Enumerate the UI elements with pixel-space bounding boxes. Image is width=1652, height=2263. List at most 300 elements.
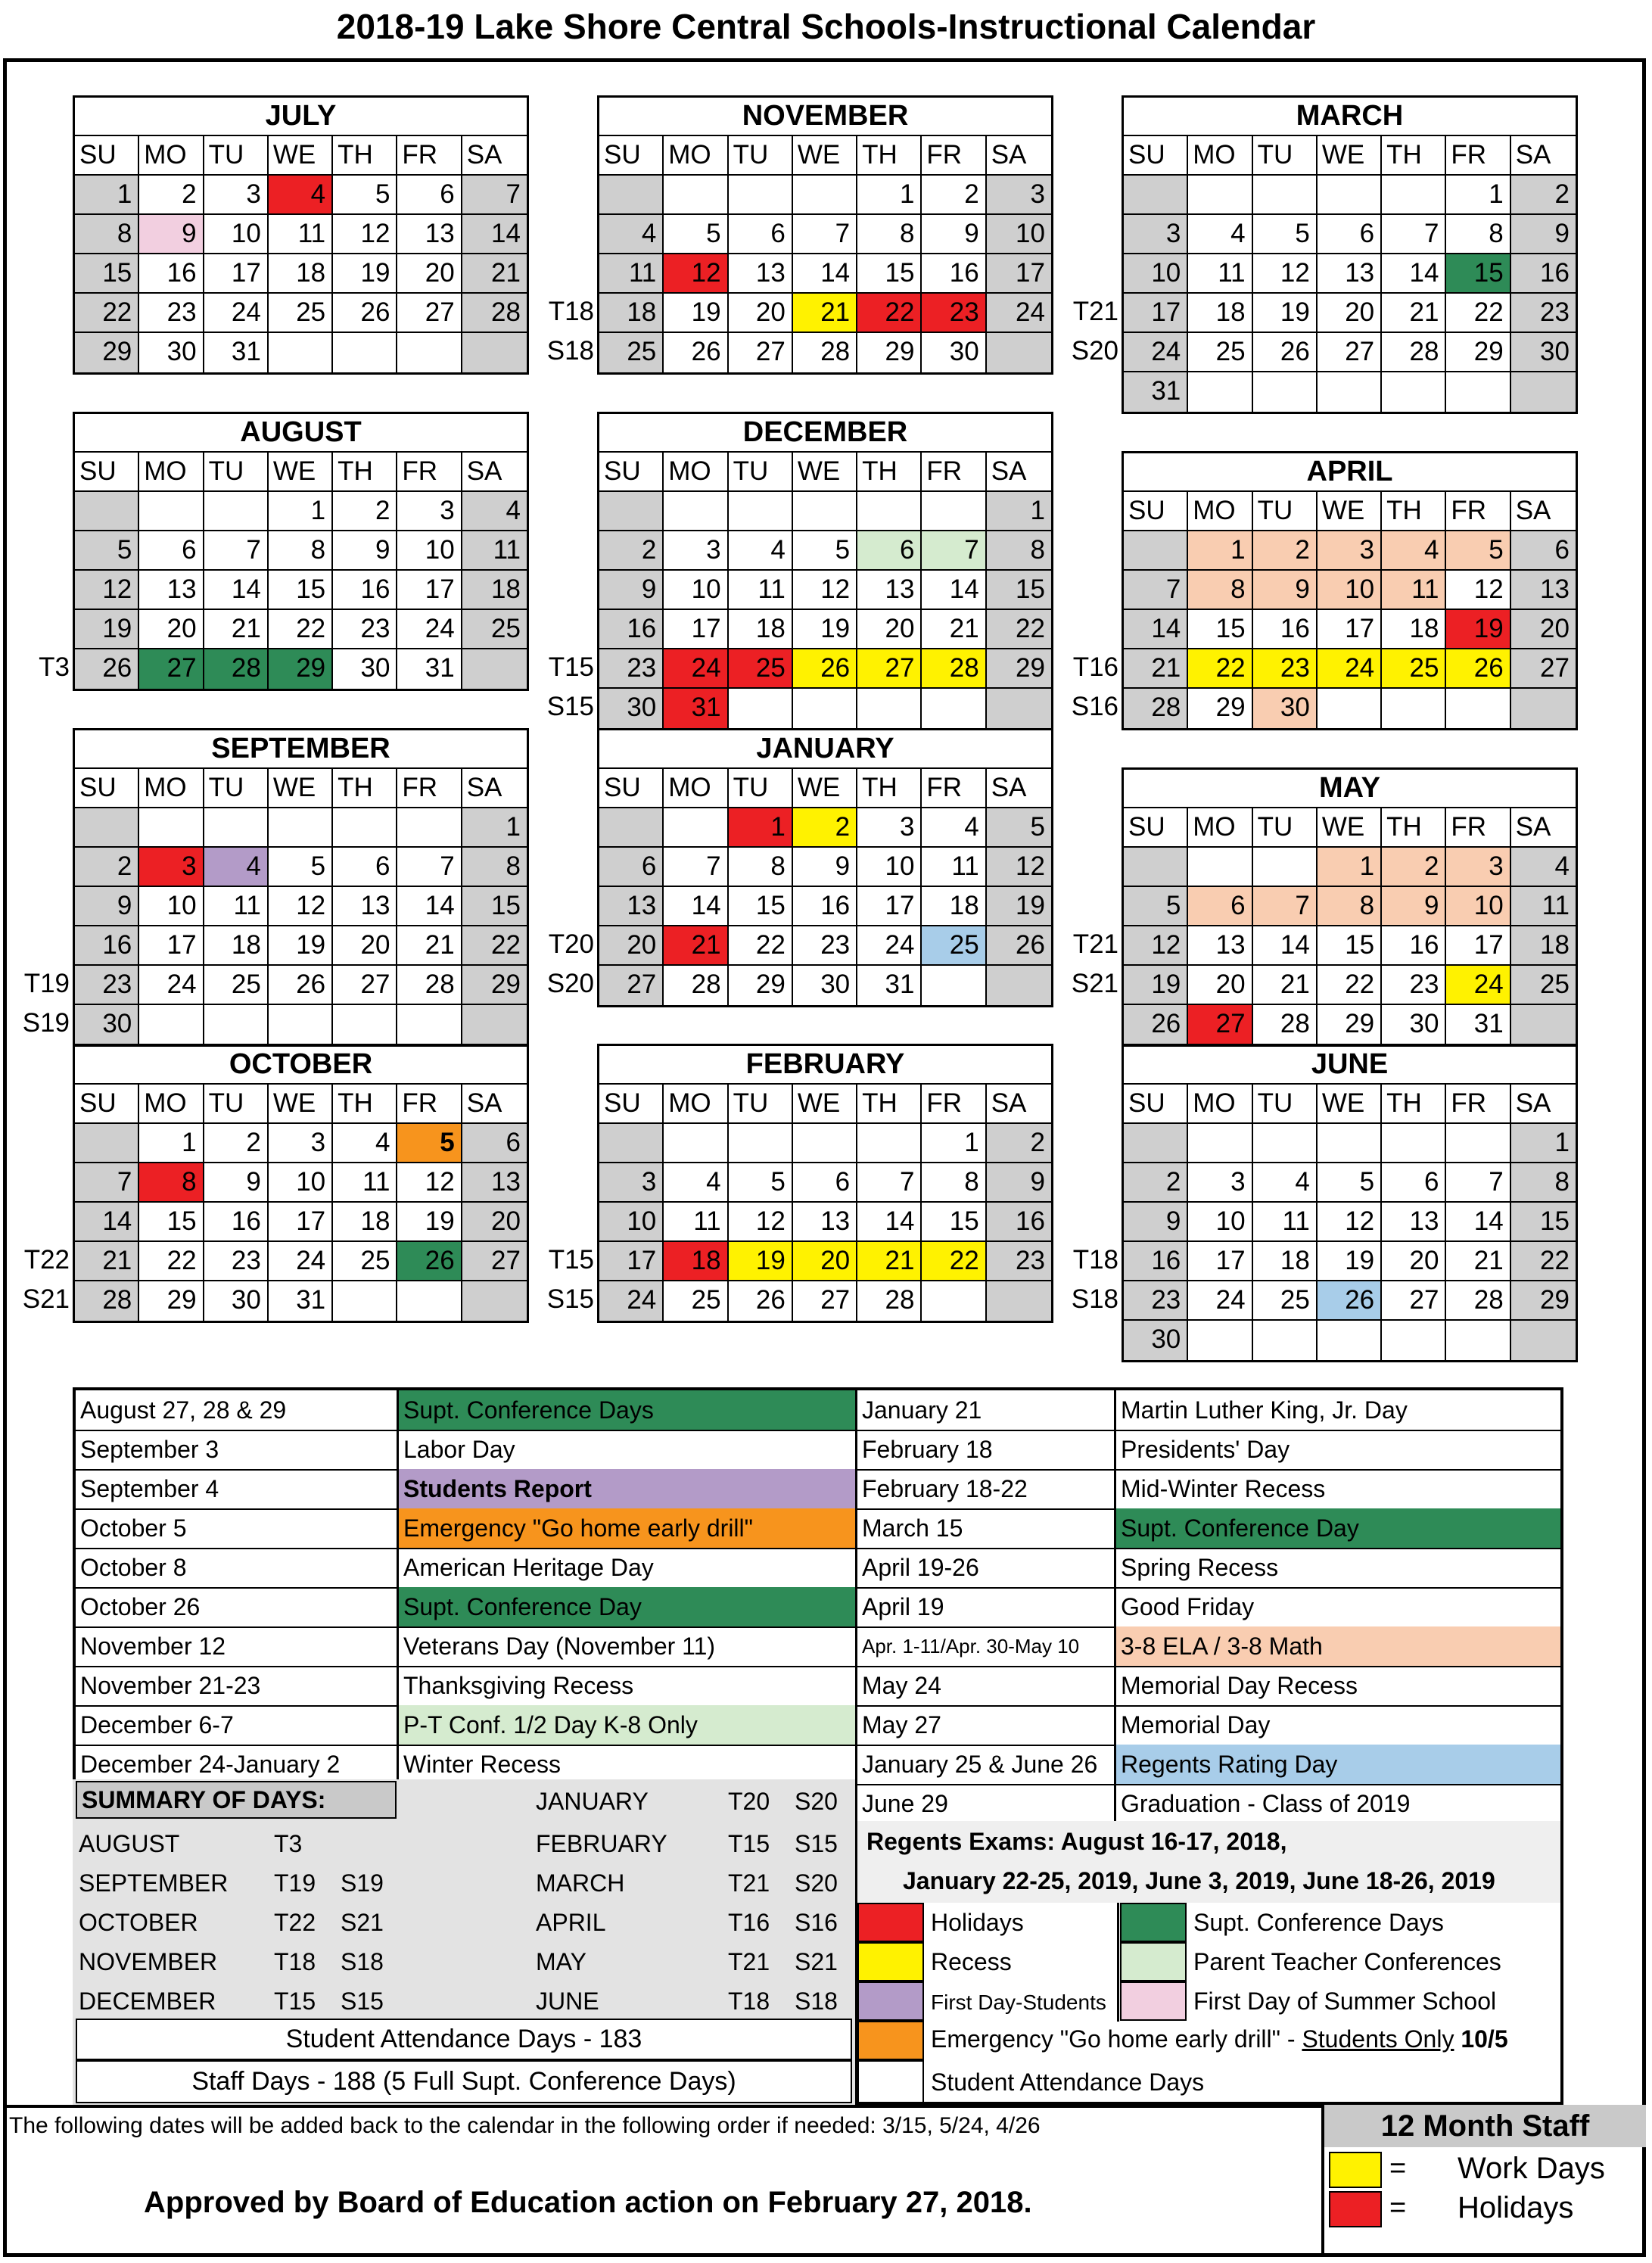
day-cell: 30	[1511, 333, 1576, 372]
empty-cell	[599, 808, 664, 848]
day-cell: 29	[857, 333, 922, 372]
event-date: October 5	[80, 1514, 187, 1542]
day-cell: 16	[1382, 926, 1446, 966]
day-header: FR	[1446, 136, 1510, 176]
day-cell: 26	[729, 1281, 793, 1321]
day-cell: 17	[204, 254, 269, 294]
day-header: TU	[204, 136, 269, 176]
day-cell: 31	[1446, 1005, 1510, 1044]
day-cell: 29	[1188, 689, 1252, 728]
summary-student-days: S20	[795, 1788, 838, 1815]
day-cell: 4	[729, 531, 793, 571]
day-cell: 14	[204, 571, 269, 610]
day-header: FR	[397, 453, 462, 492]
day-cell: 1	[857, 176, 922, 215]
day-cell: 5	[987, 808, 1051, 848]
summary-teacher-days: T16	[728, 1909, 770, 1936]
day-cell: 22	[857, 294, 922, 333]
day-header: TH	[333, 453, 397, 492]
day-cell: 29	[462, 966, 527, 1005]
day-cell: 8	[987, 531, 1051, 571]
day-cell: 9	[139, 215, 204, 254]
empty-cell	[857, 689, 922, 728]
event-date: April 19	[862, 1593, 944, 1620]
empty-cell	[664, 492, 728, 531]
month-november	[597, 95, 1053, 375]
legend-summer-swatch	[1120, 1981, 1187, 2021]
event-date: November 12	[80, 1633, 226, 1660]
week-count-label: T18	[1072, 1245, 1118, 1275]
day-cell: 1	[75, 176, 139, 215]
day-cell: 10	[397, 531, 462, 571]
day-cell: 11	[1511, 887, 1576, 926]
week-count-label: T15	[548, 1245, 594, 1275]
month-grid	[75, 769, 527, 1044]
day-cell: 2	[987, 1124, 1051, 1163]
day-header: TH	[857, 453, 922, 492]
day-cell: 25	[204, 966, 269, 1005]
day-header: TU	[1253, 1085, 1318, 1124]
day-header: WE	[269, 453, 333, 492]
day-cell: 19	[1318, 1242, 1382, 1281]
day-cell: 2	[793, 808, 857, 848]
day-cell: 25	[462, 610, 527, 649]
day-header: SA	[987, 1085, 1051, 1124]
day-cell: 2	[204, 1124, 269, 1163]
empty-cell	[1382, 689, 1446, 728]
day-cell: 14	[1382, 254, 1446, 294]
day-header: TU	[729, 1085, 793, 1124]
day-cell: 10	[269, 1163, 333, 1203]
day-cell: 1	[1188, 531, 1252, 571]
month-name: MAY	[1124, 770, 1576, 808]
event-description: Memorial Day Recess	[1121, 1672, 1358, 1699]
day-cell: 3	[599, 1163, 664, 1203]
student-days-box	[76, 2019, 852, 2060]
day-header: FR	[397, 769, 462, 808]
empty-cell	[1446, 1321, 1510, 1360]
month-grid	[1124, 492, 1576, 728]
summary-teacher-days: T18	[728, 1988, 770, 2015]
legend-recess-label: Recess	[931, 1948, 1012, 1975]
day-cell: 9	[922, 215, 986, 254]
day-cell: 24	[1188, 1281, 1252, 1321]
day-cell: 27	[793, 1281, 857, 1321]
day-cell: 23	[139, 294, 204, 333]
day-cell: 31	[1124, 372, 1188, 412]
day-cell: 7	[1253, 887, 1318, 926]
day-cell: 16	[139, 254, 204, 294]
day-cell: 18	[333, 1203, 397, 1242]
empty-cell	[1511, 1005, 1576, 1044]
day-cell: 30	[1382, 1005, 1446, 1044]
day-cell: 26	[397, 1242, 462, 1281]
day-header: TU	[729, 136, 793, 176]
summary-month: SEPTEMBER	[79, 1869, 229, 1897]
summary-student-days: S20	[795, 1869, 838, 1897]
day-cell: 6	[139, 531, 204, 571]
day-cell: 6	[1511, 531, 1576, 571]
day-cell: 14	[75, 1203, 139, 1242]
day-cell: 21	[664, 926, 728, 966]
month-grid	[75, 453, 527, 689]
day-cell: 6	[793, 1163, 857, 1203]
month-name: APRIL	[1124, 453, 1576, 492]
day-cell: 1	[462, 808, 527, 848]
empty-cell	[333, 1005, 397, 1044]
empty-cell	[1511, 689, 1576, 728]
month-name: SEPTEMBER	[75, 730, 527, 769]
day-cell: 15	[462, 887, 527, 926]
day-cell: 5	[1124, 887, 1188, 926]
day-header: TU	[1253, 136, 1318, 176]
day-cell: 25	[599, 333, 664, 372]
legend-emergency-underline: Students Only	[1302, 2025, 1454, 2053]
day-header: TU	[729, 769, 793, 808]
event-description: Memorial Day	[1121, 1711, 1271, 1738]
day-cell: 21	[1253, 966, 1318, 1005]
day-cell: 27	[397, 294, 462, 333]
event-description: P-T Conf. 1/2 Day K-8 Only	[399, 1705, 855, 1745]
footer-note: The following dates will be added back to the calendar in the following order if needed: 3/15, 5/24, 4/26	[9, 2113, 1041, 2138]
day-cell: 12	[729, 1203, 793, 1242]
day-cell: 10	[1124, 254, 1188, 294]
empty-cell	[333, 1281, 397, 1321]
day-cell: 12	[397, 1163, 462, 1203]
month-may	[1122, 767, 1578, 1047]
day-cell: 19	[333, 254, 397, 294]
day-cell: 23	[987, 1242, 1051, 1281]
day-cell: 25	[664, 1281, 728, 1321]
day-cell: 23	[204, 1242, 269, 1281]
day-cell: 24	[987, 294, 1051, 333]
week-count-label: S21	[1071, 969, 1118, 998]
day-cell: 8	[269, 531, 333, 571]
summary-teacher-days: T21	[728, 1869, 770, 1897]
day-cell: 7	[1124, 571, 1188, 610]
month-grid	[599, 1085, 1051, 1321]
event-date: January 21	[862, 1396, 982, 1424]
empty-cell	[397, 808, 462, 848]
day-cell: 17	[1318, 610, 1382, 649]
day-cell: 3	[1446, 848, 1510, 887]
legend-emergency-date: 10/5	[1454, 2025, 1508, 2053]
day-cell: 23	[75, 966, 139, 1005]
event-description: Spring Recess	[1121, 1554, 1279, 1581]
month-name: MARCH	[1124, 98, 1576, 136]
day-header: SU	[75, 453, 139, 492]
day-cell: 4	[664, 1163, 728, 1203]
legend-ptc-swatch	[1120, 1942, 1187, 1981]
day-cell: 18	[922, 887, 986, 926]
day-cell: 3	[987, 176, 1051, 215]
day-cell: 2	[922, 176, 986, 215]
week-count-label: S18	[1071, 1284, 1118, 1314]
day-cell: 10	[857, 848, 922, 887]
week-count-label: S20	[546, 969, 594, 998]
day-header: TH	[333, 1085, 397, 1124]
staff-title: 12 Month Staff	[1324, 2105, 1646, 2147]
day-cell: 12	[269, 887, 333, 926]
month-grid	[599, 136, 1051, 372]
day-cell: 13	[333, 887, 397, 926]
month-august	[73, 412, 529, 691]
empty-cell	[729, 1124, 793, 1163]
event-date: October 26	[80, 1593, 201, 1620]
event-date: Apr. 1-11/Apr. 30-May 10	[862, 1635, 1080, 1658]
day-cell: 27	[1188, 1005, 1252, 1044]
empty-cell	[1511, 372, 1576, 412]
summary-heading: SUMMARY OF DAYS:	[76, 1781, 397, 1819]
day-header: MO	[139, 136, 204, 176]
legend-recess-swatch	[857, 1942, 924, 1981]
day-cell: 18	[1253, 1242, 1318, 1281]
day-cell: 24	[204, 294, 269, 333]
summary-teacher-days: T19	[274, 1869, 316, 1897]
event-description: Good Friday	[1121, 1593, 1255, 1620]
event-date: August 27, 28 & 29	[80, 1396, 287, 1424]
day-cell: 19	[1124, 966, 1188, 1005]
empty-cell	[793, 492, 857, 531]
day-cell: 11	[462, 531, 527, 571]
day-cell: 15	[1446, 254, 1510, 294]
day-header: MO	[1188, 808, 1252, 848]
day-cell: 28	[1124, 689, 1188, 728]
day-cell: 27	[599, 966, 664, 1005]
day-header: FR	[397, 1085, 462, 1124]
legend-attendance-label: Student Attendance Days	[931, 2068, 1205, 2096]
day-cell: 7	[397, 848, 462, 887]
summary-month: APRIL	[536, 1909, 606, 1936]
day-cell: 24	[857, 926, 922, 966]
day-cell: 15	[269, 571, 333, 610]
day-cell: 21	[397, 926, 462, 966]
day-cell: 2	[139, 176, 204, 215]
day-cell: 8	[922, 1163, 986, 1203]
day-header: SA	[1511, 1085, 1576, 1124]
day-cell: 25	[333, 1242, 397, 1281]
day-cell: 7	[204, 531, 269, 571]
day-cell: 22	[1188, 649, 1252, 689]
day-cell: 25	[1188, 333, 1252, 372]
day-cell: 22	[269, 610, 333, 649]
week-count-label: T16	[1072, 652, 1118, 682]
day-cell: 19	[793, 610, 857, 649]
empty-cell	[664, 176, 728, 215]
day-cell: 26	[1318, 1281, 1382, 1321]
summary-teacher-days: T15	[274, 1988, 316, 2015]
day-header: MO	[139, 1085, 204, 1124]
empty-cell	[922, 966, 986, 1005]
month-name: OCTOBER	[75, 1046, 527, 1085]
day-cell: 30	[793, 966, 857, 1005]
day-cell: 31	[857, 966, 922, 1005]
day-cell: 1	[922, 1124, 986, 1163]
day-cell: 22	[462, 926, 527, 966]
day-header: TH	[1382, 492, 1446, 531]
day-header: SU	[599, 1085, 664, 1124]
event-date: February 18-22	[862, 1475, 1028, 1502]
day-cell: 12	[1124, 926, 1188, 966]
legend-emergency-swatch	[857, 2021, 924, 2060]
empty-cell	[462, 1281, 527, 1321]
empty-cell	[922, 1281, 986, 1321]
empty-cell	[1188, 1321, 1252, 1360]
legend-first-day-label: First Day-Students	[931, 1991, 1106, 2014]
day-header: TH	[1382, 1085, 1446, 1124]
day-header: TU	[204, 769, 269, 808]
day-header: SU	[75, 769, 139, 808]
legend-first-day-swatch	[857, 1981, 924, 2021]
empty-cell	[462, 333, 527, 372]
day-header: SU	[1124, 1085, 1188, 1124]
day-cell: 18	[1511, 926, 1576, 966]
day-cell: 23	[793, 926, 857, 966]
empty-cell	[1188, 372, 1252, 412]
day-cell: 19	[269, 926, 333, 966]
month-grid	[1124, 808, 1576, 1044]
summary-month: AUGUST	[79, 1830, 180, 1857]
day-header: MO	[1188, 1085, 1252, 1124]
day-cell: 20	[397, 254, 462, 294]
day-header: SU	[1124, 808, 1188, 848]
day-cell: 29	[729, 966, 793, 1005]
summary-teacher-days: T3	[274, 1830, 303, 1857]
summary-month: JUNE	[536, 1988, 599, 2015]
day-header: TU	[1253, 492, 1318, 531]
day-header: WE	[793, 1085, 857, 1124]
day-header: SU	[1124, 136, 1188, 176]
day-cell: 17	[1124, 294, 1188, 333]
empty-cell	[204, 808, 269, 848]
empty-cell	[729, 492, 793, 531]
day-header: SA	[987, 453, 1051, 492]
day-cell: 5	[333, 176, 397, 215]
day-cell: 9	[599, 571, 664, 610]
day-cell: 23	[1511, 294, 1576, 333]
day-header: WE	[1318, 1085, 1382, 1124]
day-cell: 19	[75, 610, 139, 649]
day-cell: 1	[269, 492, 333, 531]
day-cell: 12	[1318, 1203, 1382, 1242]
day-cell: 14	[1124, 610, 1188, 649]
day-cell: 11	[204, 887, 269, 926]
day-cell: 17	[664, 610, 728, 649]
day-cell: 21	[1446, 1242, 1510, 1281]
summary-teacher-days: T22	[274, 1909, 316, 1936]
summary-month: FEBRUARY	[536, 1830, 667, 1857]
day-cell: 15	[1318, 926, 1382, 966]
day-header: TU	[729, 453, 793, 492]
day-cell: 30	[1124, 1321, 1188, 1360]
day-header: SU	[599, 136, 664, 176]
day-header: SU	[599, 453, 664, 492]
day-header: WE	[1318, 808, 1382, 848]
event-description: Winter Recess	[403, 1751, 562, 1778]
event-date: June 29	[862, 1790, 948, 1817]
day-cell: 31	[269, 1281, 333, 1321]
day-cell: 4	[333, 1124, 397, 1163]
day-cell: 17	[139, 926, 204, 966]
day-cell: 14	[1253, 926, 1318, 966]
day-cell: 22	[1446, 294, 1510, 333]
day-header: MO	[664, 769, 728, 808]
day-cell: 7	[462, 176, 527, 215]
event-description: Presidents' Day	[1121, 1436, 1290, 1463]
day-cell: 6	[333, 848, 397, 887]
event-date: January 25 & June 26	[862, 1751, 1098, 1778]
empty-cell	[1124, 176, 1188, 215]
regents-line-1: Regents Exams: August 16-17, 2018,	[866, 1828, 1287, 1855]
legend-holidays-swatch	[857, 1903, 924, 1942]
legend-summer-label: First Day of Summer School	[1193, 1988, 1497, 2015]
month-grid	[1124, 136, 1576, 412]
day-cell: 29	[1511, 1281, 1576, 1321]
day-cell: 20	[139, 610, 204, 649]
day-cell: 8	[729, 848, 793, 887]
day-cell: 11	[729, 571, 793, 610]
day-cell: 9	[1511, 215, 1576, 254]
summary-month: NOVEMBER	[79, 1948, 218, 1975]
day-cell: 11	[922, 848, 986, 887]
day-cell: 24	[599, 1281, 664, 1321]
day-cell: 21	[462, 254, 527, 294]
day-header: MO	[664, 136, 728, 176]
summary-month: OCTOBER	[79, 1909, 198, 1936]
event-date: March 15	[862, 1514, 963, 1542]
day-cell: 13	[397, 215, 462, 254]
day-cell: 19	[664, 294, 728, 333]
week-count-label: T3	[39, 652, 70, 682]
empty-cell	[664, 808, 728, 848]
month-grid	[599, 769, 1051, 1005]
day-cell: 18	[269, 254, 333, 294]
day-cell: 28	[664, 966, 728, 1005]
week-count-label: T21	[1072, 929, 1118, 959]
day-cell: 5	[269, 848, 333, 887]
day-cell: 30	[1253, 689, 1318, 728]
day-cell: 26	[269, 966, 333, 1005]
empty-cell	[1124, 848, 1188, 887]
day-cell: 13	[599, 887, 664, 926]
empty-cell	[1318, 689, 1382, 728]
day-cell: 25	[1511, 966, 1576, 1005]
day-cell: 5	[729, 1163, 793, 1203]
day-cell: 6	[462, 1124, 527, 1163]
day-cell: 20	[462, 1203, 527, 1242]
week-count-label: S16	[1071, 692, 1118, 721]
summary-teacher-days: T18	[274, 1948, 316, 1975]
event-date: November 21-23	[80, 1672, 261, 1699]
day-cell: 15	[922, 1203, 986, 1242]
summary-student-days: S18	[341, 1948, 384, 1975]
day-cell: 18	[729, 610, 793, 649]
day-cell: 7	[1446, 1163, 1510, 1203]
legend-emergency-label	[931, 2019, 1508, 2059]
day-cell: 27	[462, 1242, 527, 1281]
day-cell: 19	[1253, 294, 1318, 333]
empty-cell	[599, 1124, 664, 1163]
day-cell: 13	[1382, 1203, 1446, 1242]
event-description: American Heritage Day	[403, 1554, 654, 1581]
day-cell: 1	[729, 808, 793, 848]
day-cell: 21	[1124, 649, 1188, 689]
day-cell: 25	[1382, 649, 1446, 689]
day-cell: 28	[397, 966, 462, 1005]
day-header: MO	[139, 769, 204, 808]
summary-student-days: S19	[341, 1869, 384, 1897]
empty-cell	[462, 649, 527, 689]
